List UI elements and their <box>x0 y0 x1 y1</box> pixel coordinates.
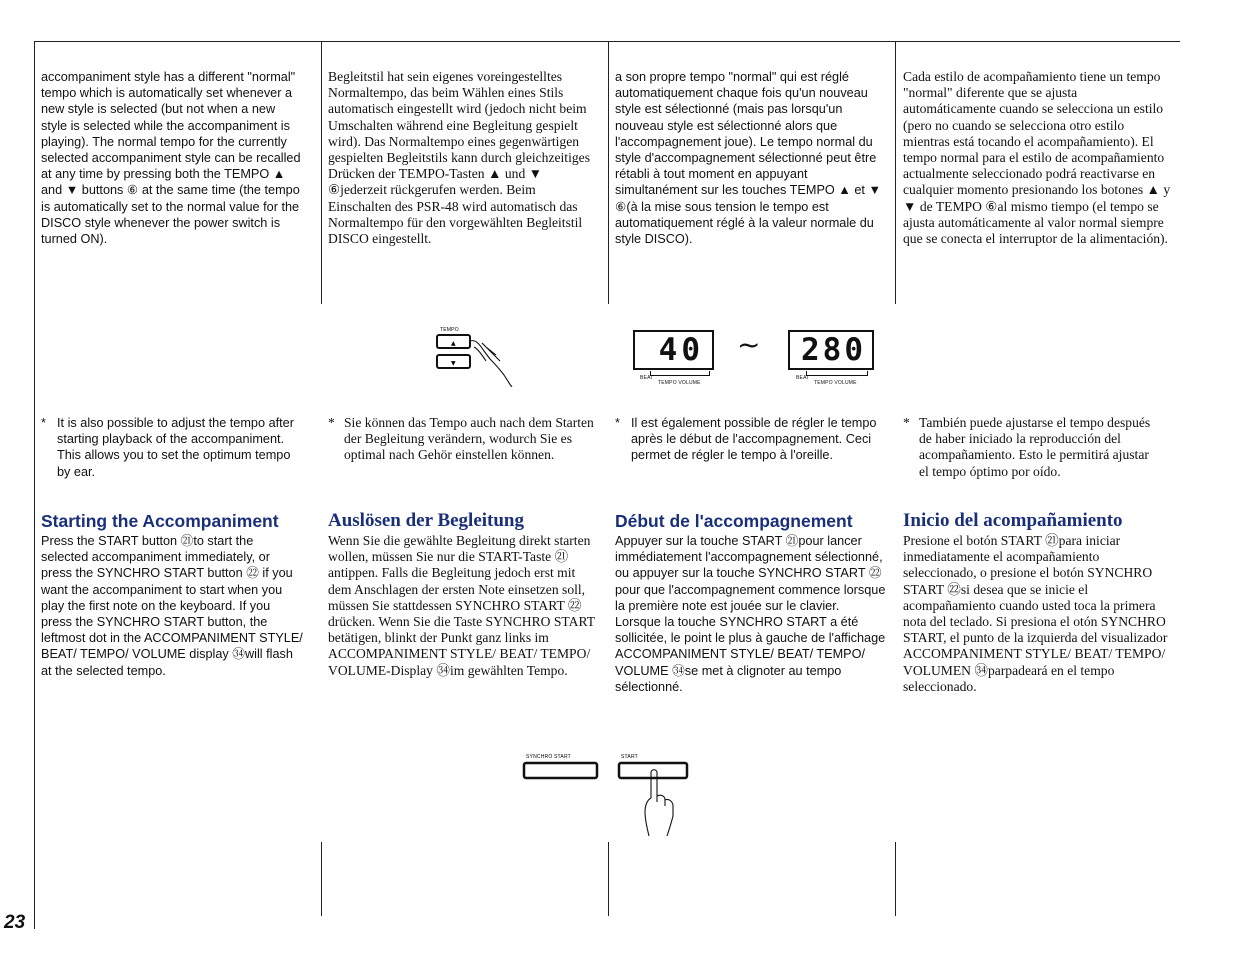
german-body: Wenn Sie die gewählte Begleitung direkt starten wollen, müssen Sie nur die START-Taste ㉑antippen. Falls die Begleitung jedoch erst mit dem Anschlagen der ersten Note einsetzen soll, müssen Sie stattdessen SYNCHRO START ㉒drücken. Wenn Sie die Taste SYNCHRO START betätigen, blinkt der Punkt ganz links im ACCOMPANIMENT STYLE/ BEAT/ TEMPO/ VOLUME-Display ㉞im gewählten Tempo. <box>328 533 595 678</box>
french-note <box>615 415 877 464</box>
french-heading: Début de l'accompagnement <box>615 511 853 531</box>
bullet-mark: * <box>615 416 620 430</box>
english-note-text: It is also possible to adjust the tempo after starting playback of the accompaniment. This allows you to set the optimum tempo by ear. <box>57 416 294 479</box>
synchro-start-button <box>524 763 597 778</box>
start-label: START <box>621 754 638 760</box>
synchro-start-label: SYNCHRO START <box>526 754 571 760</box>
divider-2-lower <box>608 842 609 916</box>
tempo-up-symbol: ▲ <box>451 340 456 347</box>
tempo-label: TEMPO <box>440 327 459 333</box>
start-button <box>619 763 687 778</box>
tempo-volume-label-max: TEMPO VOLUME <box>814 380 857 386</box>
english-note <box>41 415 303 480</box>
german-intro: Begleitstil hat sein eigenes voreingestelltes Normaltempo, das beim Wählen eines Stils automatisch eingestellt wird (jedoch nicht beim Umschalten während eine Begleitung gespielt wird). Das Normaltempo eines gegenwärtigen gespielten Begleitstils kann durch gleichzeitiges Drücken der TEMPO-Tasten ▲ und ▼ ⑥jederzeit rückgerufen werden. Beim Einschalten des PSR-48 wird automatisch das Normaltempo für den vorgewählten Begleitstil DISCO eingestellt. <box>328 69 590 247</box>
english-intro: accompaniment style has a different "normal" tempo which is automatically set whenever a new style is selected (but not when a new style is selected while the accompaniment is playing). The normal tempo for the currently selected accompaniment style can be recalled at any time by pressing both the TEMPO ▲ and ▼ buttons ⑥ at the same time (the tempo is automatically set to the normal value for the DISCO style whenever the power switch is turned ON). <box>41 70 301 247</box>
spanish-intro: Cada estilo de acompañamiento tiene un tempo "normal" diferente que se ajusta automáticamente cuando se selecciona un estilo (pero no cuando se selecciona otro estilo mientras está tocando el acompañamiento). El tempo normal para el estilo de acompañamiento actualmente seleccionado podrá reactivarse en cualquier momento presionando los botones ▲ y ▼ de TEMPO ⑥al mismo tiempo (el tempo se ajusta automáticamente al valor normal siempre que se conecta el interruptor de la alimentación). <box>903 69 1171 247</box>
spanish-note <box>903 415 1153 480</box>
divider-3-upper <box>895 41 896 304</box>
french-body: Appuyer sur la touche START ㉑pour lancer immédiatement l'accompagnement sélectionné, ou appuyer sur la touche SYNCHRO START ㉒pour que l'accompagnement commence lorsque la première note est jouée sur le clavier. Lorsque la touche SYNCHRO START a été sollicitée, le point le plus à gauche de l'affichage ACCOMPANIMENT STYLE/ BEAT/ TEMPO/ VOLUME ㉞se met à clignoter au tempo sélectionné. <box>615 534 886 694</box>
spanish-note-text: También puede ajustarse el tempo después de haber iniciado la reproducción del acompañamiento. Esto le permitirá ajustar el tempo óptimo por oído. <box>919 415 1151 479</box>
tempo-display-min <box>633 330 714 370</box>
start-buttons-illustration <box>505 750 705 836</box>
pressing-finger-icon <box>645 770 673 836</box>
beat-label-min: BEAT <box>640 375 654 381</box>
english-body: Press the START button ㉑to start the selected accompaniment immediately, or press the SYNCHRO START button ㉒ if you want the accompaniment to start when you play the first note on the keyboard. If you press the SYNCHRO START button, the leftmost dot in the ACCOMPANIMENT STYLE/ BEAT/ TEMPO/ VOLUME display ㉞will flash at the selected tempo. <box>41 534 303 678</box>
tempo-down-symbol: ▼ <box>451 360 456 367</box>
french-intro: a son propre tempo "normal" qui est réglé automatiquement chaque fois qu'un nouveau style est sélectionné (mais pas lorsqu'un nouveau style est sélectionné alors que l'accompagnement joue). Le tempo normal du style d'accompagnement sélectionné peut être rétabli à tout moment en appuyant simultanément sur les touches TEMPO ▲ et ▼ ⑥(à la mise sous tension le tempo est automatiquement réglé à la valeur normale du style DISCO). <box>615 70 882 247</box>
spanish-heading: Inicio del acompañamiento <box>903 510 1123 531</box>
bullet-mark: * <box>41 416 46 430</box>
tempo-display-max <box>788 330 874 370</box>
bullet-mark: * <box>903 415 910 430</box>
tempo-buttons-illustration <box>430 325 540 387</box>
beat-tempo-scale-min <box>640 371 710 386</box>
divider-1-upper <box>321 41 322 304</box>
beat-label-max: BEAT <box>796 375 810 381</box>
bullet-mark: * <box>328 415 335 430</box>
pressing-hand-icon <box>470 341 512 387</box>
page-number: 23 <box>4 912 26 933</box>
beat-tempo-scale-max <box>796 371 868 386</box>
display-min-value: 40 <box>658 332 704 368</box>
german-heading: Auslösen der Begleitung <box>328 510 525 531</box>
french-note-text: Il est également possible de régler le tempo après le début de l'accompagnement. Ceci permet de régler le tempo à l'oreille. <box>631 416 877 463</box>
english-heading: Starting the Accompaniment <box>41 511 279 531</box>
tempo-volume-label-min: TEMPO VOLUME <box>658 380 701 386</box>
range-tilde: ~ <box>737 328 761 361</box>
divider-2-upper <box>608 41 609 304</box>
left-margin-rule <box>34 41 35 929</box>
display-max-value: 280 <box>801 332 866 368</box>
german-note <box>328 415 596 464</box>
spanish-body: Presione el botón START ㉑para iniciar inmediatamente el acompañamiento seleccionado, o presione el botón SYNCHRO START ㉒si desea que se inicie el acompañamiento cuando usted toca la primera nota del teclado. Si presiona el otón SYNCHRO START, el punto de la izquierda del visualizador ACCOMPANIMENT STYLE/ BEAT/ TEMPO/ VOLUMEN ㉞parpadeará en el tempo seleccionado. <box>903 533 1168 694</box>
top-rule <box>34 41 1180 42</box>
divider-1-lower <box>321 842 322 916</box>
german-note-text: Sie können das Tempo auch nach dem Starten der Begleitung verändern, wodurch Sie es optimal nach Gehör einstellen können. <box>344 415 594 463</box>
divider-3-lower <box>895 842 896 916</box>
